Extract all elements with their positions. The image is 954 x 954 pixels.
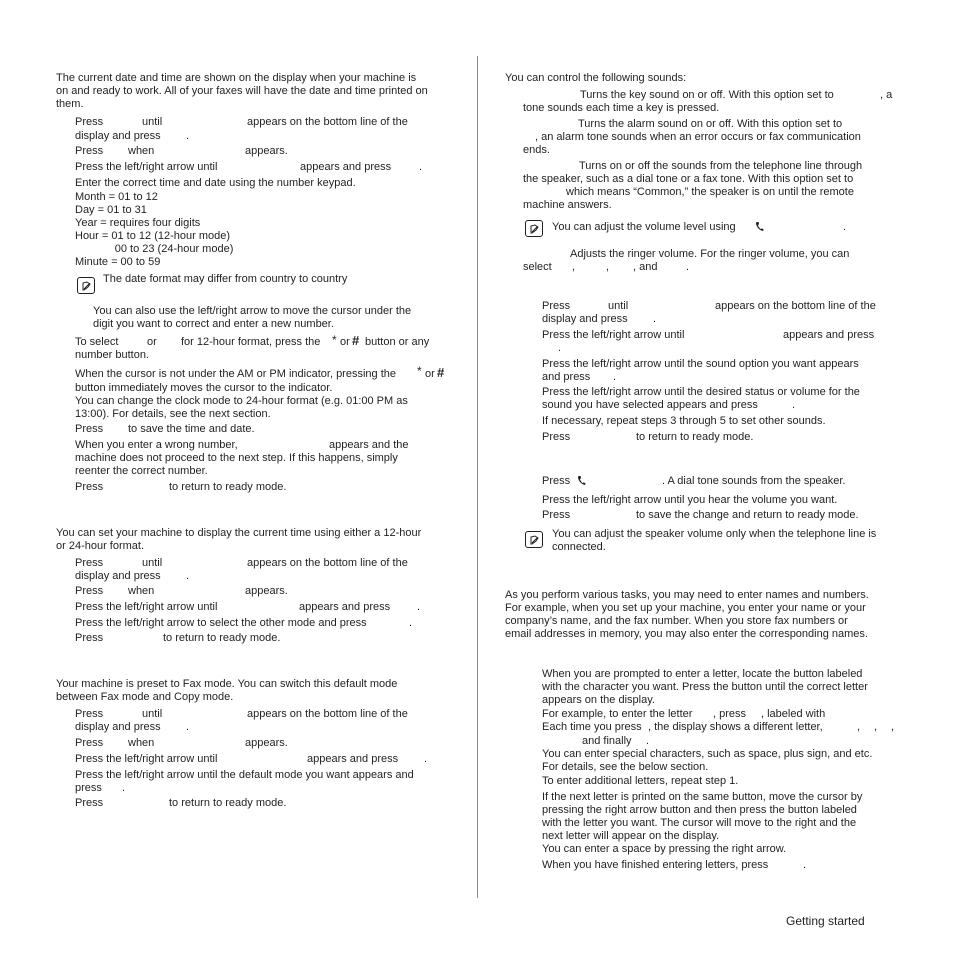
step-text: Press the left/right arrow until [75, 753, 218, 765]
note-text: You can adjust the volume level using [552, 221, 736, 233]
step-text: or [147, 336, 157, 348]
sound-key-text: tone sounds each time a key is pressed. [523, 102, 720, 114]
chars-intro-line-4: email addresses in memory, you may also enter the corresponding names. [505, 628, 868, 640]
step-text: Press the left/right arrow until [75, 601, 218, 613]
sound-key-text: , a [880, 89, 893, 101]
step-text: Press [75, 737, 104, 749]
step-text: When you are prompted to enter a letter, locate the button labeled [542, 668, 863, 680]
step-text: Press the left/right arrow until [542, 329, 685, 341]
note-text: digit you want to correct and enter a new number. [93, 318, 334, 330]
step-text: Press [75, 116, 104, 128]
sound-speaker-text: the speaker, such as a dial tone or a fax tone. With this option set to [523, 173, 854, 185]
sound-alarm-text: , an alarm tone sounds when an error occurs or fax communication [535, 131, 861, 143]
step-text: appears and press [300, 161, 392, 173]
step-text: until [142, 557, 163, 569]
step-text: . [419, 161, 423, 173]
step-text: Enter the correct time and date using the number keypad. [75, 177, 356, 189]
step-text: Press [75, 708, 104, 720]
step-text: press [75, 782, 102, 794]
step-text: until [608, 300, 629, 312]
sound-alarm-text: ends. [523, 144, 550, 156]
step-text: appears on the bottom line of the [247, 116, 408, 128]
step-text: appears and press [299, 601, 391, 613]
note-icon [525, 531, 543, 548]
note-text: . [843, 221, 847, 233]
ringer-text: , [606, 261, 610, 273]
step-text: display and press [75, 130, 161, 142]
step-text: appears on the display. [542, 694, 655, 706]
step-text: Press [542, 431, 571, 443]
step-text: . [186, 570, 190, 582]
step-text: to return to ready mode. [169, 797, 287, 809]
step-text: . [646, 735, 650, 747]
step-text: . [792, 399, 796, 411]
step-text: Each time you press [542, 721, 642, 733]
clock-intro-line-2: or 24-hour format. [56, 540, 145, 552]
step-text: . [653, 313, 657, 325]
step-text: Press [542, 300, 571, 312]
step-text: Press [542, 475, 571, 487]
step-text: appears and press [307, 753, 399, 765]
step-text: Press the left/right arrow until you hear the volume you want. [542, 494, 838, 506]
ringer-text: Adjusts the ringer volume. For the ringer volume, you can [570, 248, 850, 260]
step-text: Press [75, 423, 104, 435]
sound-alarm-text: Turns the alarm sound on or off. With this option set to [578, 118, 843, 130]
range-hour: Hour = 01 to 12 (12-hour mode) [75, 230, 231, 242]
step-text: , [857, 721, 861, 733]
step-text: . [409, 617, 413, 629]
step-text: pressing the right arrow button and then press the button labeled [542, 804, 857, 816]
date-intro-line-1: The current date and time are shown on the display when your machine is [56, 72, 417, 84]
step-text: reenter the correct number. [75, 465, 208, 477]
step-text: or [425, 368, 435, 380]
step-text: To enter additional letters, repeat step 1. [542, 775, 739, 787]
step-text: when [128, 737, 155, 749]
date-intro-line-3: them. [56, 98, 84, 110]
sound-speaker-text: machine answers. [523, 199, 612, 211]
step-text: appears. [245, 737, 288, 749]
sound-speaker-text: which means “Common,” the speaker is on until the remote [566, 186, 854, 198]
step-text: next letter will appear on the display. [542, 830, 720, 842]
step-text: When the cursor is not under the AM or PM indicator, pressing the [75, 368, 396, 380]
step-text: appears on the bottom line of the [247, 708, 408, 720]
step-text: . [424, 753, 428, 765]
hash-symbol: # [437, 365, 445, 380]
step-text: for 12-hour format, press the [181, 336, 321, 348]
step-text: until [142, 116, 163, 128]
step-text: , press [713, 708, 747, 720]
step-text: display and press [542, 313, 628, 325]
step-text: When you have finished entering letters, press [542, 859, 769, 871]
ringer-text: , and [633, 261, 658, 273]
step-text: when [128, 145, 155, 157]
step-text: button or any [365, 336, 430, 348]
step-text: appears. [245, 145, 288, 157]
step-text: You can enter a space by pressing the right arrow. [542, 843, 787, 855]
ringer-text: select [523, 261, 552, 273]
step-text: to save the time and date. [128, 423, 255, 435]
step-text: number button. [75, 349, 149, 361]
step-text: and press [542, 371, 591, 383]
note-icon [525, 220, 543, 237]
phone-icon [575, 475, 588, 488]
note-text: You can adjust the speaker volume only when the telephone line is [552, 528, 877, 540]
step-text: appears and press [783, 329, 875, 341]
step-text: appears. [245, 585, 288, 597]
step-text: You can enter special characters, such as space, plus sign, and etc. [542, 748, 873, 760]
step-text: or [340, 336, 350, 348]
clock-intro-line-1: You can set your machine to display the current time using either a 12-hour [56, 527, 422, 539]
chars-intro-line-2: For example, when you set up your machine, you enter your name or your [505, 602, 866, 614]
note-text: connected. [552, 541, 606, 553]
step-text: . [558, 342, 562, 354]
step-text: To select [75, 336, 119, 348]
step-text: . [122, 782, 126, 794]
step-text: Press [75, 557, 104, 569]
step-text: Press the left/right arrow to select the other mode and press [75, 617, 367, 629]
step-text: 13:00). For details, see the next section. [75, 408, 271, 420]
chars-intro-line-3: company’s name, and the fax number. When you store fax numbers or [505, 615, 848, 627]
mode-intro-line-1: Your machine is preset to Fax mode. You can switch this default mode [56, 678, 398, 690]
step-text: . [613, 371, 617, 383]
step-text: When you enter a wrong number, [75, 439, 238, 451]
column-divider [477, 56, 478, 898]
ringer-text: . [686, 261, 690, 273]
range-hour-24: 00 to 23 (24-hour mode) [75, 243, 234, 255]
note-text: The date format may differ from country to country [103, 273, 348, 285]
step-text: For example, to enter the letter [542, 708, 693, 720]
step-text: You can change the clock mode to 24-hour format (e.g. 01:00 PM as [75, 395, 408, 407]
step-text: Press [75, 632, 104, 644]
step-text: display and press [75, 570, 161, 582]
ringer-text: , [572, 261, 576, 273]
step-text: with the letter you want. The cursor will move to the right and the [542, 817, 857, 829]
range-year: Year = requires four digits [75, 217, 201, 229]
step-text: Press the left/right arrow until the default mode you want appears and [75, 769, 414, 781]
step-text: to return to ready mode. [163, 632, 281, 644]
step-text: . [803, 859, 807, 871]
step-text: appears on the bottom line of the [247, 557, 408, 569]
step-text: , [891, 721, 895, 733]
step-text: with the character you want. Press the button until the correct letter [542, 681, 868, 693]
step-text: appears on the bottom line of the [715, 300, 876, 312]
step-text: , [874, 721, 878, 733]
step-text: . [186, 130, 190, 142]
step-text: If necessary, repeat steps 3 through 5 to set other sounds. [542, 415, 826, 427]
step-text: . [186, 721, 190, 733]
step-text: button immediately moves the cursor to the indicator. [75, 382, 333, 394]
step-text: to save the change and return to ready mode. [636, 509, 859, 521]
step-text: Press the left/right arrow until [75, 161, 218, 173]
range-minute: Minute = 00 to 59 [75, 256, 161, 268]
hash-symbol: # [352, 333, 360, 348]
step-text: Press the left/right arrow until the desired status or volume for the [542, 386, 860, 398]
step-text: , labeled with [761, 708, 826, 720]
phone-icon [753, 221, 766, 234]
sound-speaker-text: Turns on or off the sounds from the telephone line through [579, 160, 863, 172]
mode-intro-line-2: between Fax mode and Copy mode. [56, 691, 234, 703]
step-text: Press [75, 797, 104, 809]
sounds-intro: You can control the following sounds: [505, 72, 687, 84]
step-text: sound you have selected appears and press [542, 399, 758, 411]
star-symbol: * [332, 333, 337, 347]
step-text: Press [75, 481, 104, 493]
step-text: Press the left/right arrow until the sound option you want appears [542, 358, 859, 370]
step-text: to return to ready mode. [169, 481, 287, 493]
step-text: . [417, 601, 421, 613]
step-text: appears and the [329, 439, 409, 451]
step-text: to return to ready mode. [636, 431, 754, 443]
chars-intro-line-1: As you perform various tasks, you may need to enter names and numbers. [505, 589, 869, 601]
step-text: machine does not proceed to the next step. If this happens, simply [75, 452, 398, 464]
step-text: For details, see the below section. [542, 761, 709, 773]
range-day: Day = 01 to 31 [75, 204, 147, 216]
note-text: You can also use the left/right arrow to move the cursor under the [93, 305, 412, 317]
date-intro-line-2: on and ready to work. All of your faxes will have the date and time printed on [56, 85, 428, 97]
step-text: Press [75, 585, 104, 597]
range-month: Month = 01 to 12 [75, 191, 158, 203]
step-text: until [142, 708, 163, 720]
footer-section-label: Getting started [786, 914, 865, 928]
step-text: , the display shows a different letter, [648, 721, 823, 733]
sound-key-text: Turns the key sound on or off. With this option set to [580, 89, 834, 101]
step-text: . A dial tone sounds from the speaker. [662, 475, 846, 487]
step-text: and finally [582, 735, 632, 747]
step-text: display and press [75, 721, 161, 733]
step-text: If the next letter is printed on the same button, move the cursor by [542, 791, 863, 803]
step-text: Press [75, 145, 104, 157]
step-text: when [128, 585, 155, 597]
note-icon [77, 277, 95, 294]
step-text: Press [542, 509, 571, 521]
star-symbol: * [417, 364, 422, 378]
